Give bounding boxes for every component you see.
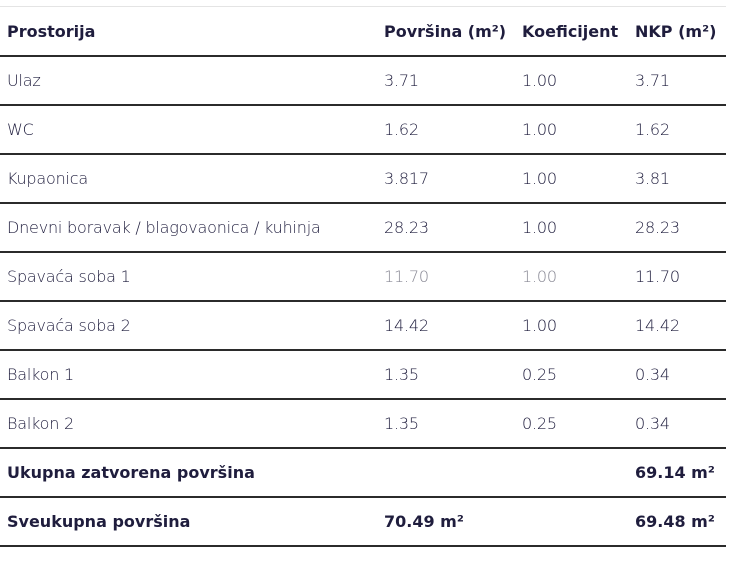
- room-coefficient: 1.00: [522, 316, 557, 335]
- room-coefficient: 1.00: [522, 169, 557, 188]
- header-area: Površina (m²): [384, 21, 507, 41]
- total-label: Sveukupna površina: [7, 512, 191, 531]
- header-coefficient: Koeficijent: [522, 21, 619, 41]
- room-area: 28.23: [384, 218, 429, 237]
- room-name: Balkon 2: [7, 414, 75, 433]
- table-row: [0, 351, 726, 400]
- room-nkp: 0.34: [635, 414, 670, 433]
- room-name: Kupaonica: [7, 169, 88, 188]
- room-nkp: 1.62: [635, 120, 670, 139]
- room-coefficient: 0.25: [522, 365, 557, 384]
- room-coefficient: 0.25: [522, 414, 557, 433]
- room-area: 1.35: [384, 414, 419, 433]
- room-name: Ulaz: [7, 71, 41, 90]
- area-table: [0, 6, 726, 547]
- room-nkp: 11.70: [635, 267, 680, 286]
- room-name: Spavaća soba 1: [7, 267, 131, 286]
- table-row: [0, 400, 726, 449]
- room-area: 11.70: [384, 267, 429, 286]
- header-nkp: NKP (m²): [635, 21, 717, 41]
- room-name: WC: [7, 120, 34, 139]
- room-area: 3.71: [384, 71, 419, 90]
- header-room: Prostorija: [7, 21, 96, 41]
- room-name: Balkon 1: [7, 365, 75, 384]
- total-nkp: 69.48 m²: [635, 512, 715, 531]
- table-row: [0, 302, 726, 351]
- room-nkp: 3.81: [635, 169, 670, 188]
- table-header-row: [0, 6, 726, 57]
- room-name: Dnevni boravak / blagovaonica / kuhinja: [7, 218, 321, 237]
- room-nkp: 28.23: [635, 218, 680, 237]
- table-row: [0, 155, 726, 204]
- room-area: 14.42: [384, 316, 429, 335]
- room-area: 3.817: [384, 169, 429, 188]
- room-nkp: 0.34: [635, 365, 670, 384]
- table-row: [0, 253, 726, 302]
- total-nkp: 69.14 m²: [635, 463, 715, 482]
- room-coefficient: 1.00: [522, 218, 557, 237]
- room-coefficient: 1.00: [522, 71, 557, 90]
- room-nkp: 3.71: [635, 71, 670, 90]
- total-area: 70.49 m²: [384, 512, 464, 531]
- table-row: [0, 57, 726, 106]
- total-closed-area-row: [0, 449, 726, 498]
- total-label: Ukupna zatvorena površina: [7, 463, 255, 482]
- grand-total-row: [0, 498, 726, 547]
- room-coefficient: 1.00: [522, 120, 557, 139]
- room-area: 1.62: [384, 120, 419, 139]
- room-coefficient: 1.00: [522, 267, 557, 286]
- room-nkp: 14.42: [635, 316, 680, 335]
- table-row: [0, 204, 726, 253]
- room-name: Spavaća soba 2: [7, 316, 131, 335]
- room-area: 1.35: [384, 365, 419, 384]
- table-row: [0, 106, 726, 155]
